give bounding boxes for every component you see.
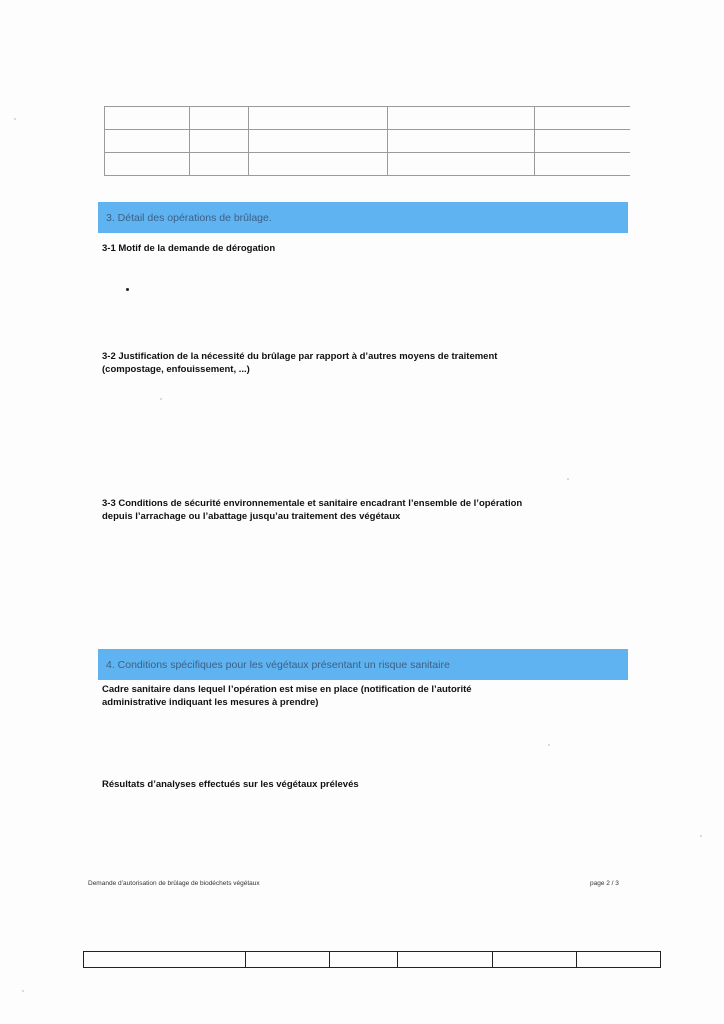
footer-document-title: Demande d’autorisation de brûlage de biodéchets végétaux [88, 880, 260, 887]
table-cell [84, 952, 246, 967]
section-4-title: 4. Conditions spécifiques pour les végétaux présentant un risque sanitaire [98, 649, 628, 680]
table-cell [388, 107, 535, 130]
question-3-1: 3-1 Motif de la demande de dérogation [102, 243, 276, 254]
table-row [105, 107, 631, 130]
table-cell [190, 130, 249, 153]
section-3-title: 3. Détail des opérations de brûlage. [98, 202, 628, 233]
table-cell [388, 153, 535, 176]
table-cell [398, 952, 493, 967]
table-cell [330, 952, 398, 967]
question-3-2 [102, 350, 497, 376]
table-cell [535, 107, 631, 130]
footer-page-number: page 2 / 3 [590, 880, 619, 887]
question-4-2: Résultats d’analyses effectués sur les végétaux prélevés [102, 779, 359, 790]
bottom-table [83, 951, 661, 968]
table-cell [535, 153, 631, 176]
table-cell [105, 153, 190, 176]
table-cell [105, 130, 190, 153]
scan-speck [548, 744, 550, 746]
scan-speck [567, 478, 569, 480]
question-3-2-line-2: (compostage, enfouissement, ...) [102, 364, 250, 375]
question-4-1-line-2: administrative indiquant les mesures à prendre) [102, 697, 319, 708]
table-cell [249, 107, 388, 130]
table-cell [190, 107, 249, 130]
scan-speck [160, 398, 162, 400]
table-cell [105, 107, 190, 130]
table-cell [493, 952, 578, 967]
table-cell [249, 130, 388, 153]
table-cell [388, 130, 535, 153]
question-3-3-line-1: 3-3 Conditions de sécurité environnementale et sanitaire encadrant l’ensemble de l’opération [102, 498, 523, 509]
table-cell [190, 153, 249, 176]
question-3-2-line-1: 3-2 Justification de la nécessité du brûlage par rapport à d’autres moyens de traitement [102, 351, 498, 362]
top-partial-table [104, 106, 630, 176]
question-3-3 [102, 497, 522, 523]
table-cell [246, 952, 330, 967]
question-4-1-line-1: Cadre sanitaire dans lequel l’opération est mise en place (notification de l’autorité [102, 684, 472, 695]
table-row [105, 130, 631, 153]
question-4-1 [102, 683, 472, 709]
scan-speck [14, 118, 16, 120]
table-row [105, 153, 631, 176]
table-cell [535, 130, 631, 153]
bullet-dot [126, 288, 129, 291]
table-cell [577, 952, 660, 967]
scan-speck [22, 990, 24, 992]
scan-speck [700, 835, 702, 837]
table-cell [249, 153, 388, 176]
question-3-3-line-2: depuis l’arrachage ou l’abattage jusqu’au traitement des végétaux [102, 511, 401, 522]
